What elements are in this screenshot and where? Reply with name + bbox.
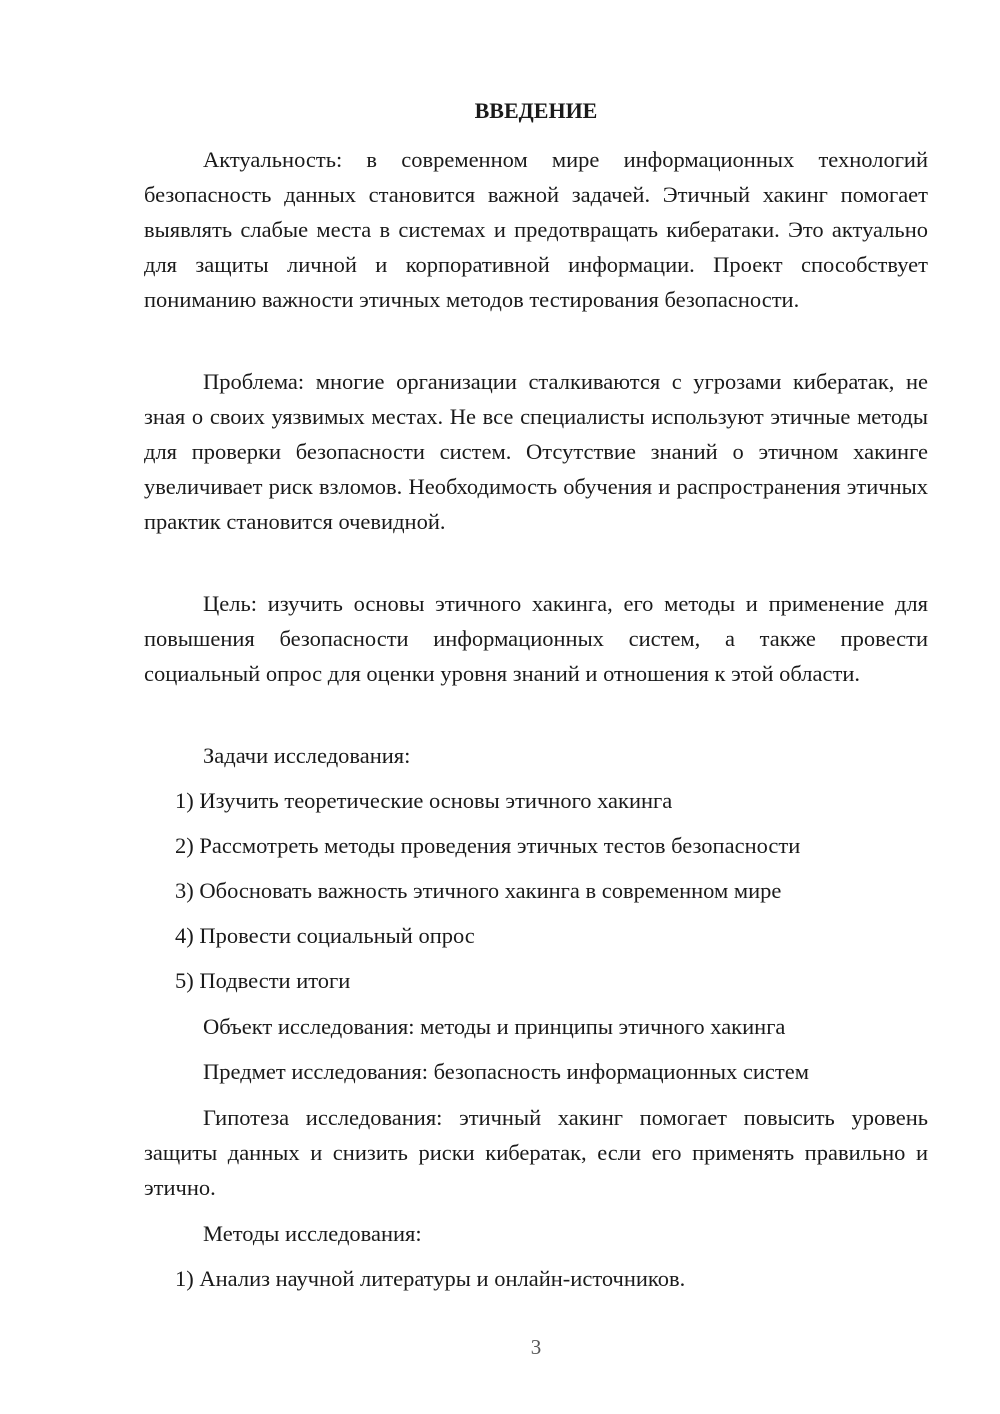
task-item-2: 2) Рассмотреть методы проведения этичных тестов безопасности xyxy=(175,833,801,858)
tasks-title: Задачи исследования: xyxy=(203,743,411,768)
paragraph-problem: Проблема: многие организации сталкиваются с угрозами кибератак, не зная о своих уязвимых местах. Не все специалисты используют этичные методы для проверки безопасности систем. Отсутствие знаний о этичном хакинге увеличивает риск взломов. Необходимость обучения и распространения этичных практик становится очевидной. xyxy=(144,369,928,534)
task-item-1: 1) Изучить теоретические основы этичного хакинга xyxy=(175,788,673,813)
paragraph-hypothesis: Гипотеза исследования: этичный хакинг помогает повысить уровень защиты данных и снизить риски кибератак, если его применять правильно и этично. xyxy=(144,1105,928,1200)
task-item-4: 4) Провести социальный опрос xyxy=(175,923,475,948)
method-item-1: 1) Анализ научной литературы и онлайн-источников. xyxy=(175,1266,686,1291)
page-title: ВВЕДЕНИЕ xyxy=(474,98,598,123)
methods-title: Методы исследования: xyxy=(203,1221,422,1246)
task-item-3: 3) Обосновать важность этичного хакинга в современном мире xyxy=(175,878,782,903)
paragraph-goal: Цель: изучить основы этичного хакинга, его методы и применение для повышения безопасности информационных систем, а также провести социальный опрос для оценки уровня знаний и отношения к этой области. xyxy=(144,591,928,686)
paragraph-relevance: Актуальность: в современном мире информационных технологий безопасность данных становится важной задачей. Этичный хакинг помогает выявлять слабые места в системах и предотвращать кибератаки. Это актуально для защиты личной и корпоративной информации. Проект способствует пониманию важности этичных методов тестирования безопасности. xyxy=(144,147,928,312)
task-item-5: 5) Подвести итоги xyxy=(175,968,351,993)
research-object: Объект исследования: методы и принципы этичного хакинга xyxy=(203,1014,786,1039)
research-subject: Предмет исследования: безопасность информационных систем xyxy=(203,1059,809,1084)
page-number: 3 xyxy=(530,1335,542,1359)
